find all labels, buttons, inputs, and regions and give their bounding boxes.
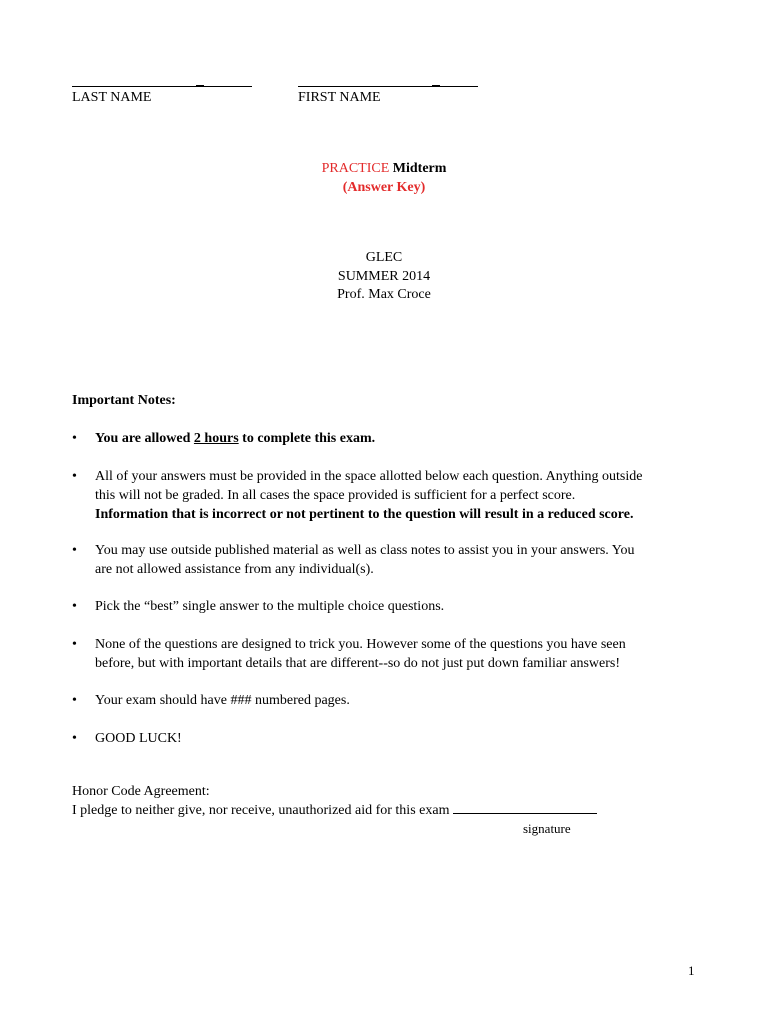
signature-label: signature [523, 821, 571, 836]
note-text: before, but with important details that are different--so do not just put down familiar answers! [95, 656, 620, 671]
note-text: Information that is incorrect or not pertinent to the question will result in a reduced score. [95, 507, 634, 522]
midterm-label: Midterm [392, 161, 447, 176]
note-text: None of the questions are designed to trick you. However some of the questions you have seen [95, 637, 626, 652]
pledge-text: I pledge to neither give, nor receive, unauthorized aid for this exam [72, 803, 450, 818]
honor-code-heading: Honor Code Agreement: [72, 784, 210, 799]
first-name-label: FIRST NAME [298, 90, 381, 105]
signature-line[interactable] [453, 801, 597, 814]
practice-label: PRACTICE [321, 161, 390, 176]
last-name-line[interactable] [72, 86, 252, 87]
note-text: this will not be graded. In all cases the space provided is sufficient for a perfect score. [95, 488, 576, 503]
note-text: to complete this exam. [242, 431, 376, 446]
note-text: Your exam should have [95, 693, 227, 708]
bullet-icon: • [72, 731, 77, 746]
bullet-icon: • [72, 469, 77, 484]
bullet-icon: • [72, 693, 77, 708]
bullet-icon: • [72, 431, 77, 446]
note-text: You may use outside published material as well as class notes to assist you in your answers. You [95, 543, 635, 558]
note-text: All of your answers must be provided in the space allotted below each question. Anything outside [95, 469, 643, 484]
notes-heading: Important Notes: [72, 393, 176, 408]
exam-title [0, 160, 768, 178]
bullet-icon: • [72, 543, 77, 558]
note-emphasis: 2 hours [193, 431, 239, 446]
last-name-label: LAST NAME [72, 90, 152, 105]
note-text: numbered pages. [254, 693, 350, 708]
course-professor: Prof. Max Croce [337, 287, 431, 302]
first-name-line[interactable] [298, 86, 478, 87]
note-text: Pick the “best” single answer to the multiple choice questions. [95, 599, 445, 614]
bullet-icon: • [72, 599, 77, 614]
page-number: 1 [688, 963, 695, 978]
bullet-icon: • [72, 637, 77, 652]
note-text: GOOD LUCK! [95, 731, 182, 746]
course-term: SUMMER 2014 [337, 269, 431, 284]
course-code: GLEC [365, 250, 403, 265]
note-text: are not allowed assistance from any individual(s). [95, 562, 374, 577]
page-count: ### [230, 693, 252, 708]
answer-key-label: (Answer Key) [342, 180, 426, 195]
honor-code-pledge [72, 801, 597, 820]
note-text: You are allowed [95, 431, 191, 446]
